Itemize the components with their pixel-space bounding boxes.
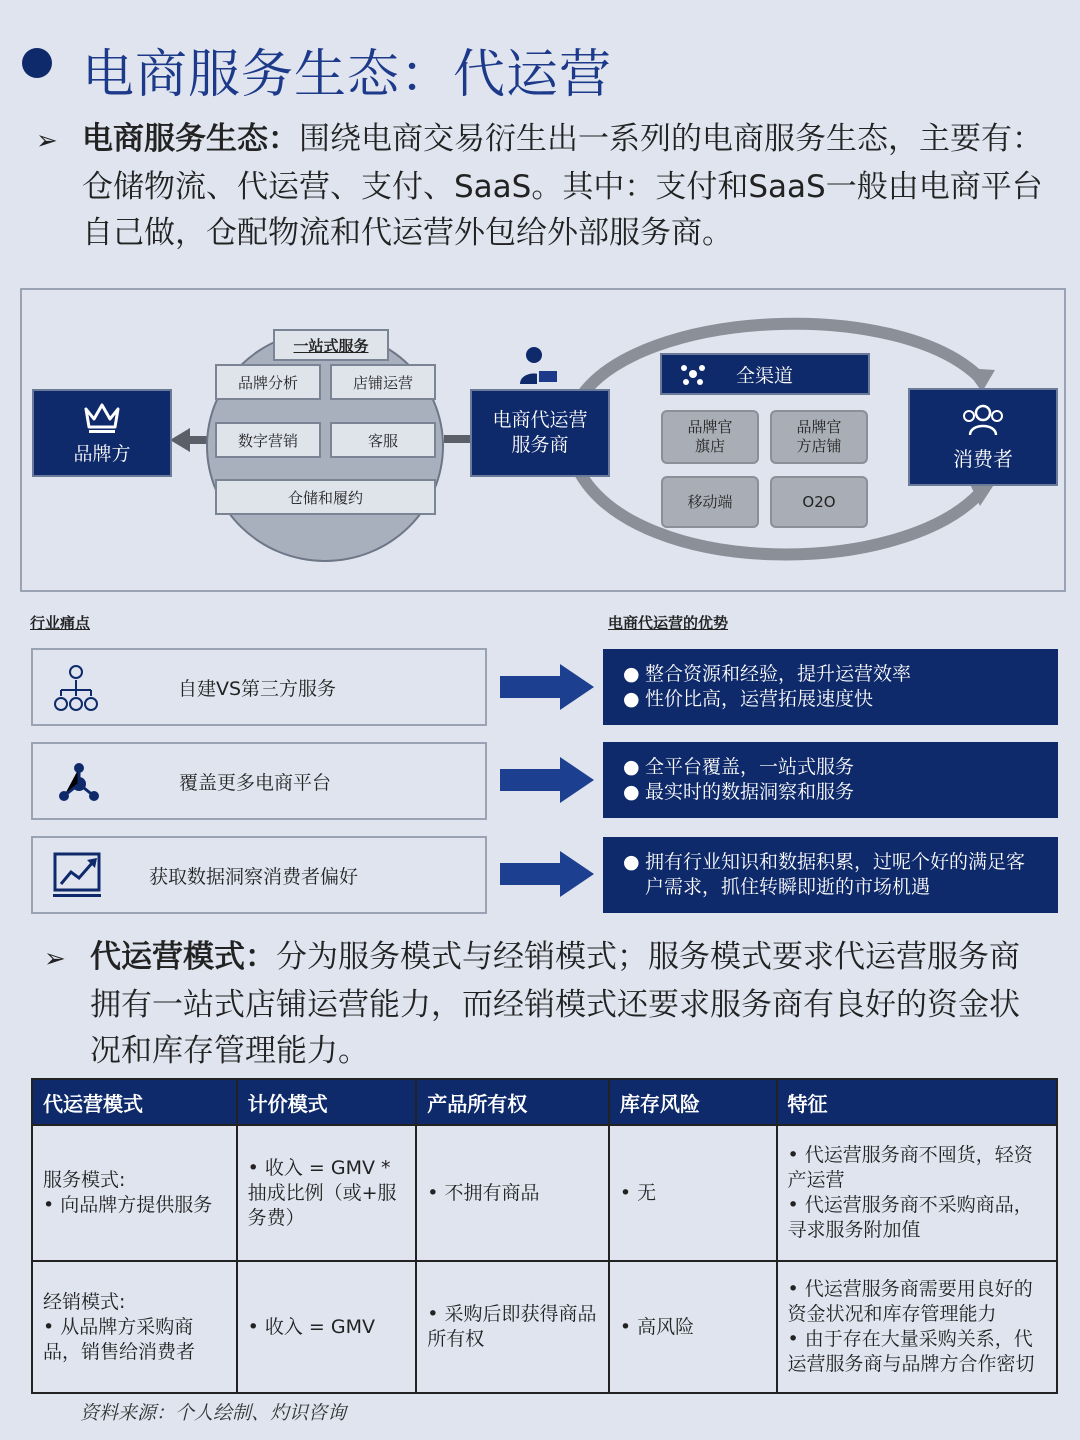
intro-line-1: 围绕电商交易衍生出一系列的电商服务生态，主要有：: [299, 121, 1043, 157]
mode-line-1: 分为服务模式与经销模式；服务模式要求代运营服务商: [276, 939, 1020, 975]
brand-label: 品牌方: [73, 442, 131, 465]
provider-box: [470, 389, 610, 477]
advantage-1-1: 整合资源和经验，提升运营效率: [645, 663, 912, 685]
channel-flagship-l2: 旗店: [694, 437, 725, 455]
header-features: 特征: [777, 1079, 1057, 1125]
feature-2: • 由于存在大量采购关系，代运营服务商与品牌方合作密切: [787, 1328, 1035, 1375]
provider-label-1: 电商代运营: [492, 409, 588, 431]
cell-pricing: • 收入 = GMV * 抽成比例（或+服务费）: [237, 1125, 417, 1261]
mode-title: 经销模式:: [43, 1290, 126, 1313]
cell-ownership: • 不拥有商品: [416, 1125, 609, 1261]
intro-heading: 电商服务生态：: [82, 121, 299, 157]
trend-chart-icon: [53, 852, 103, 900]
cell-risk: • 无: [609, 1125, 777, 1261]
consumer-box: [908, 388, 1058, 486]
header-pricing: 计价模式: [237, 1079, 417, 1125]
header-mode: 代运营模式: [32, 1079, 237, 1125]
pain-text-2: 覆盖更多电商平台: [179, 771, 332, 794]
mode-desc: • 向品牌方提供服务: [43, 1194, 213, 1216]
advantage-3-1: 拥有行业知识和数据积累，过呢个好的满足客户需求，抓住转瞬即逝的市场机遇: [645, 851, 1026, 898]
header-risk: 库存风险: [609, 1079, 777, 1125]
consumer-label: 消费者: [953, 446, 1013, 471]
channel-official-l1: 品牌官: [796, 418, 842, 436]
crown-icon: [82, 401, 122, 435]
service-digital-marketing: 数字营销: [215, 422, 321, 458]
table-header-row: [32, 1079, 1057, 1125]
advantage-2-1: 全平台覆盖，一站式服务: [645, 756, 855, 778]
channel-official-store: [770, 410, 868, 464]
feature-2: • 代运营服务商不采购商品，寻求服务附加值: [787, 1194, 1033, 1241]
feature-1: • 代运营服务商不囤货，轻资产运营: [787, 1144, 1033, 1191]
advantage-2-2: 最实时的数据洞察和服务: [645, 781, 855, 803]
service-brand-analysis: 品牌分析: [215, 364, 321, 400]
page-title: 电商服务生态：代运营: [82, 45, 613, 105]
provider-label-2: 服务商: [511, 434, 569, 456]
cell-features: [777, 1125, 1057, 1261]
cell-mode: [32, 1261, 237, 1393]
channel-flagship: [661, 410, 759, 464]
intro-line-2: 仓储物流、代运营、支付、SaaS。其中：支付和SaaS一般由电商平台: [82, 169, 1043, 205]
table-row: [32, 1125, 1057, 1261]
person-laptop-icon: [516, 346, 560, 388]
all-channel-box: [660, 353, 870, 395]
channel-flagship-l1: 品牌官: [687, 418, 733, 436]
arrow-bullet-icon: ➢: [44, 944, 66, 974]
network-icon: [678, 362, 708, 386]
advantage-box-2: ● 全平台覆盖，一站式服务 ● 最实时的数据洞察和服务: [603, 742, 1058, 818]
table-row: [32, 1261, 1057, 1393]
service-customer-service: 客服: [330, 422, 436, 458]
mode-title: 服务模式:: [43, 1169, 126, 1191]
advantage-1-2: 性价比高，运营拓展速度快: [645, 688, 874, 710]
advantage-section-label: 电商代运营的优势: [608, 614, 729, 632]
pain-text-1: 自建VS第三方服务: [178, 677, 337, 700]
advantage-box-3: ● 拥有行业知识和数据积累，过呢个好的满足客户需求，抓住转瞬即逝的市场机遇: [603, 837, 1058, 913]
pain-text-3: 获取数据洞察消费者偏好: [149, 865, 359, 888]
cell-mode: [32, 1125, 237, 1261]
pain-advantage-arrows: [498, 660, 598, 920]
service-store-ops: 店铺运营: [330, 364, 436, 400]
org-chart-icon: [53, 662, 99, 714]
header-ownership: 产品所有权: [416, 1079, 609, 1125]
pain-section-label: 行业痛点: [30, 614, 91, 632]
feature-1: • 代运营服务商需要用良好的资金状况和库存管理能力: [787, 1278, 1033, 1325]
one-stop-label: 一站式服务: [273, 329, 389, 361]
pain-row-1: [31, 648, 487, 726]
mode-heading: 代运营模式：: [90, 939, 276, 975]
brand-box: [32, 389, 172, 477]
mode-line-2: 拥有一站式店铺运营能力，而经销模式还要求服务商有良好的资金状: [90, 987, 1020, 1023]
all-channel-label: 全渠道: [736, 364, 794, 387]
cell-risk: • 高风险: [609, 1261, 777, 1393]
intro-line-3: 自己做，仓配物流和代运营外包给外部服务商。: [82, 215, 733, 251]
mode-paragraph: [44, 934, 1064, 1074]
pain-row-2: [31, 742, 487, 820]
network-icon: [57, 762, 101, 804]
title-bullet: [22, 48, 52, 78]
mode-line-3: 况和库存管理能力。: [90, 1033, 369, 1069]
cell-pricing: • 收入 = GMV: [237, 1261, 417, 1393]
channel-official-l2: 方店铺: [796, 437, 842, 455]
channel-o2o: O2O: [770, 476, 868, 528]
mode-desc: • 从品牌方采购商品，销售给消费者: [43, 1315, 196, 1363]
channel-mobile: 移动端: [661, 476, 759, 528]
people-icon: [960, 403, 1006, 437]
service-warehouse: 仓储和履约: [215, 479, 436, 515]
arrow-bullet-icon: ➢: [36, 126, 58, 156]
mode-comparison-table: [31, 1078, 1058, 1394]
source-note: 资料来源：个人绘制、灼识咨询: [80, 1402, 347, 1424]
cell-features: [777, 1261, 1057, 1393]
advantage-box-1: ● 整合资源和经验，提升运营效率 ● 性价比高，运营拓展速度快: [603, 649, 1058, 725]
cell-ownership: • 采购后即获得商品所有权: [416, 1261, 609, 1393]
pain-row-3: [31, 836, 487, 914]
intro-paragraph: [36, 116, 1066, 256]
